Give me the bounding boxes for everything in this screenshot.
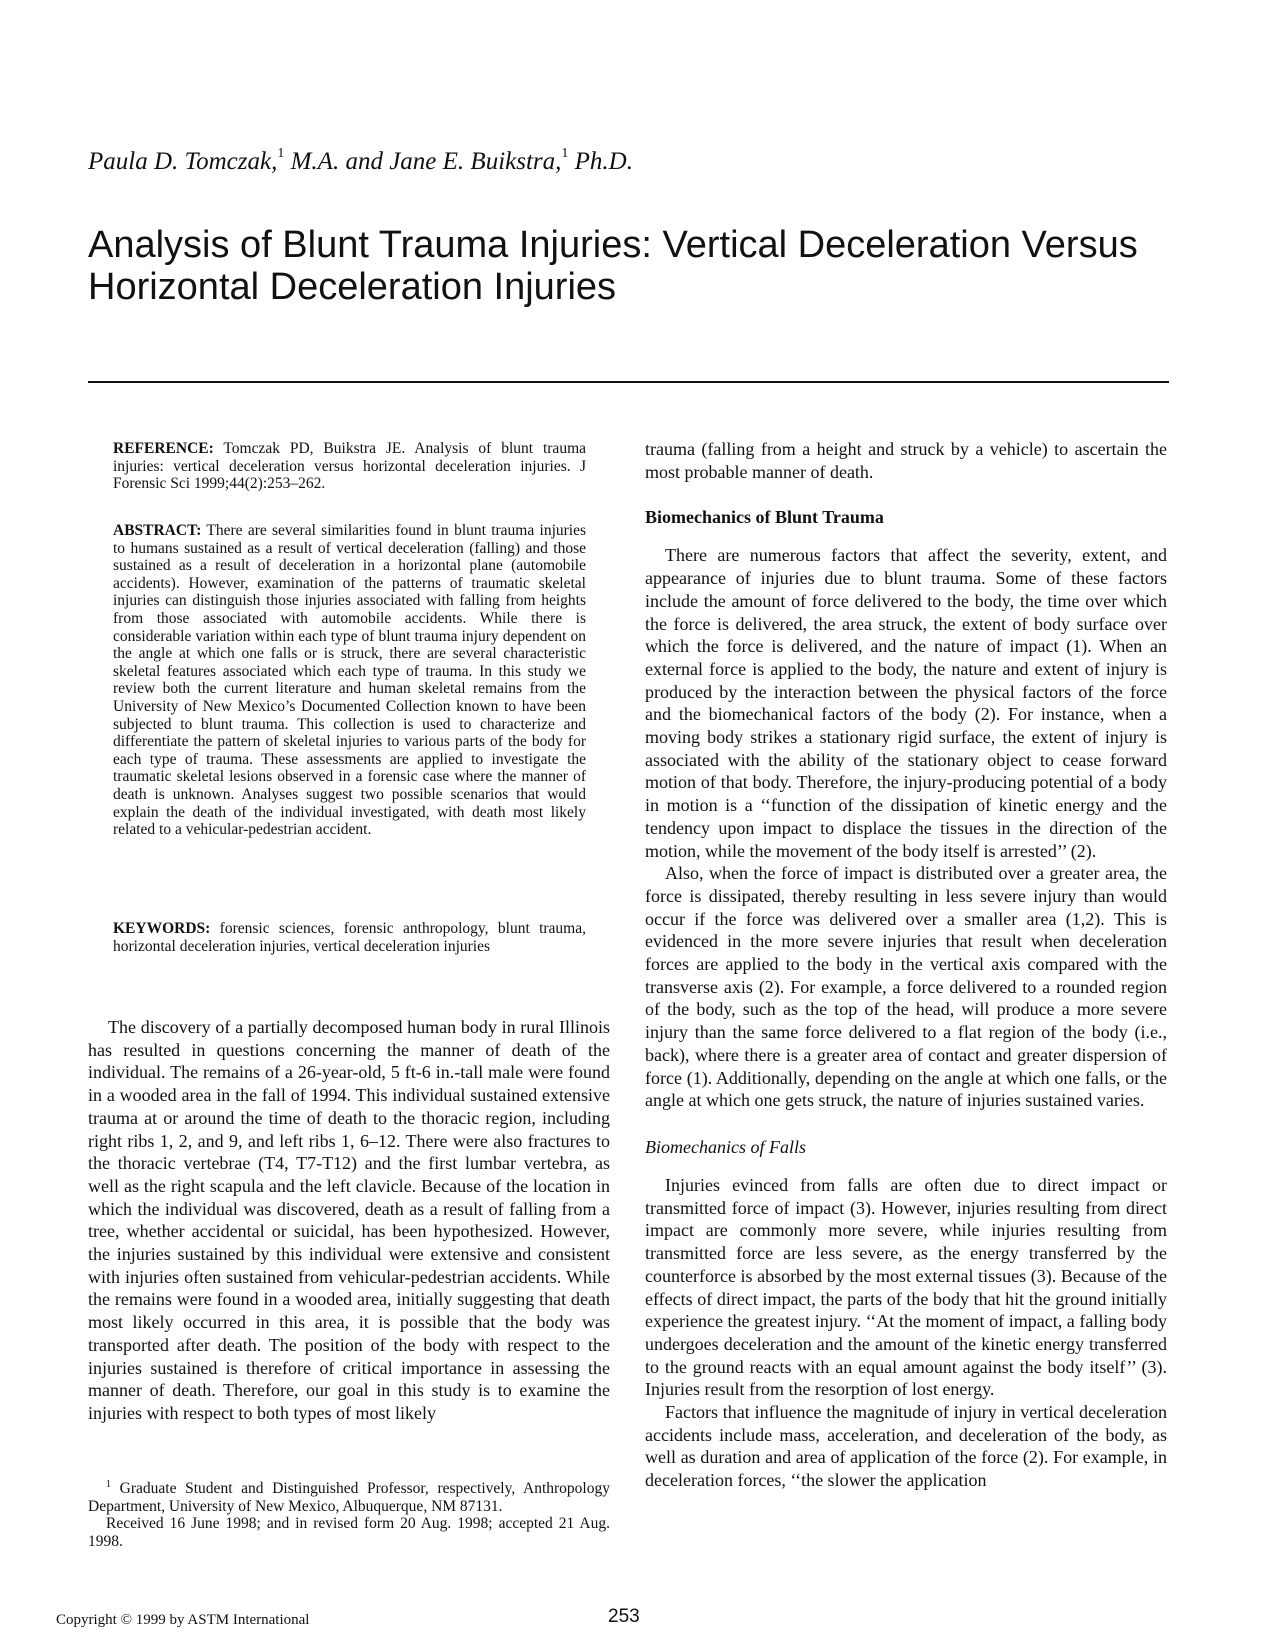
author-2-degree: Ph.D. — [568, 148, 633, 175]
title-divider — [88, 381, 1169, 383]
section-heading-blunt-trauma: Biomechanics of Blunt Trauma — [645, 507, 884, 528]
keywords-label: KEYWORDS: — [113, 920, 211, 937]
abstract-block — [113, 522, 586, 839]
falls-paragraph-1: Injuries evinced from falls are often due to direct impact or transmitted force of impact (3). However, injuries resulting from direct impact are commonly more severe, while injuries resulting from transmitted force are less severe, as the energy transferred by the counterforce is absorbed by the most external tissues (3). Because of the effects of direct impact, the parts of the body that hit the ground initially experience the greatest injury. ‘‘At the moment of impact, a falling body undergoes deceleration and the amount of the kinetic energy transferred to the ground reacts with an equal amount against the body itself’’ (3). Injuries result from the resorption of lost energy. — [645, 1174, 1167, 1400]
abstract-text: There are several similarities found in blunt trauma injuries to humans sustained as a result of vertical deceleration (falling) and those sustained as a result of deceleration in a horizontal plane (automobile accidents). However, examination of the patterns of traumatic skeletal injuries can distinguish those injuries associated with falling from heights from those associated with automobile accidents. While there is considerable variation within each type of blunt trauma injury dependent on the angle at which one falls or is struck, there are several characteristic skeletal features associated which each type of trauma. In this study we review both the current literature and human skeletal remains from the University of New Mexico’s Documented Collection known to have been subjected to blunt trauma. This collection is used to characterize and differentiate the pattern of skeletal injuries to various parts of the body for each type of trauma. These assessments are applied to investigate the traumatic skeletal lesions observed in a forensic case where the manner of death is unknown. Analyses suggest two possible scenarios that would explain the death of the individual investigated, with death most likely related to a vehicular-pedestrian accident. — [113, 522, 586, 839]
abstract-label: ABSTRACT: — [113, 522, 202, 539]
blunt-trauma-paragraph-1: There are numerous factors that affect the severity, extent, and appearance of injuries due to blunt trauma. Some of these factors include the amount of force delivered to the body, the time over which the force is delivered, the area struck, the extent of body surface over which the force is delivered, and the nature of impact (1). When an external force is applied to the body, the nature and extent of injury is produced by the interaction between the physical factors of the force and the biomechanical factors of the body (2). For instance, when a moving body strikes a stationary rigid surface, the extent of injury is associated with the ability of the stationary object to cease forward motion of that body. Therefore, the injury-producing potential of a body in motion is a ‘‘function of the dissipation of kinetic energy and the tendency upon impact to displace the tissues in the direction of the motion, while the movement of the body itself is arrested’’ (2). — [645, 545, 1167, 861]
keywords-block — [113, 920, 586, 955]
footnote-affiliation: Graduate Student and Distinguished Professor, respectively, Anthropology Department, University of New Mexico, Albuquerque, NM 87131. — [88, 1480, 610, 1515]
author-1-name: Paula D. Tomczak, — [88, 148, 278, 175]
author-1-affiliation-mark: 1 — [277, 145, 285, 161]
subsection-heading-falls: Biomechanics of Falls — [645, 1136, 806, 1157]
reference-text: Tomczak PD, Buikstra JE. Analysis of blunt trauma injuries: vertical deceleration versus horizontal deceleration injuries. J Forensic Sci 1999;44(2):253–262. — [113, 440, 586, 493]
paper-title: Analysis of Blunt Trauma Injuries: Vertical Deceleration Versus Horizontal Deceleration Injuries — [88, 224, 1138, 308]
footnote-mark: 1 — [106, 1479, 111, 1490]
author-2-affiliation-mark: 1 — [561, 145, 569, 161]
falls-paragraph-2: Factors that influence the magnitude of injury in vertical deceleration accidents include mass, acceleration, and deceleration of the body, as well as duration and area of application of the force (2). For example, in deceleration forces, ‘‘the slower the application — [645, 1402, 1167, 1491]
copyright-notice: Copyright © 1999 by ASTM International — [56, 1612, 310, 1628]
reference-label: REFERENCE: — [113, 440, 214, 457]
author-line — [88, 145, 633, 176]
author-1-degree-and-author-2: M.A. and Jane E. Buikstra, — [284, 148, 562, 175]
keywords-text: forensic sciences, forensic anthropology, blunt trauma, horizontal deceleration injuries, vertical deceleration injuries — [113, 920, 586, 955]
footnote — [88, 1476, 610, 1550]
right-column-body — [645, 438, 1167, 1492]
continuation-paragraph: trauma (falling from a height and struck by a vehicle) to ascertain the most probable manner of death. — [645, 439, 1167, 482]
footnote-received-dates: Received 16 June 1998; and in revised form 20 Aug. 1998; accepted 21 Aug. 1998. — [88, 1515, 610, 1550]
left-column-body — [88, 1016, 610, 1425]
intro-paragraph: The discovery of a partially decomposed human body in rural Illinois has resulted in questions concerning the manner of death of the individual. The remains of a 26-year-old, 5 ft-6 in.-tall male were found in a wooded area in the fall of 1994. This individual sustained extensive trauma at or around the time of death to the thoracic region, including right ribs 1, 2, and 9, and left ribs 1, 6–12. There were also fractures to the thoracic vertebrae (T4, T7-T12) and the first lumbar vertebra, as well as the right scapula and the left clavicle. Because of the location in which the individual was discovered, death as a result of falling from a tree, whether accidental or suicidal, has been hypothesized. However, the injuries sustained by this individual were extensive and consistent with injuries often sustained from vehicular-pedestrian accidents. While the remains were found in a wooded area, initially suggesting that death most likely occurred in this area, it is possible that the body was transported after death. The position of the body with respect to the injuries sustained is therefore of critical importance in assessing the manner of death. Therefore, our goal in this study is to examine the injuries with respect to both types of most likely — [88, 1017, 610, 1423]
blunt-trauma-paragraph-2: Also, when the force of impact is distributed over a greater area, the force is dissipated, thereby resulting in less severe injury than would occur if the force was delivered over a smaller area (1,2). This is evidenced in the more severe injuries that result when deceleration forces are applied to the body in the vertical axis compared with the transverse axis (2). For example, a force delivered to a rounded region of the body, such as the top of the head, will produce a more severe injury than the same force delivered to a flat region of the body (i.e., back), where there is a greater area of contact and greater dispersion of force (1). Additionally, depending on the angle at which one falls, or the angle at which one gets struck, the nature of injuries sustained varies. — [645, 863, 1167, 1111]
reference-block — [113, 440, 586, 493]
page-number: 253 — [608, 1606, 640, 1627]
